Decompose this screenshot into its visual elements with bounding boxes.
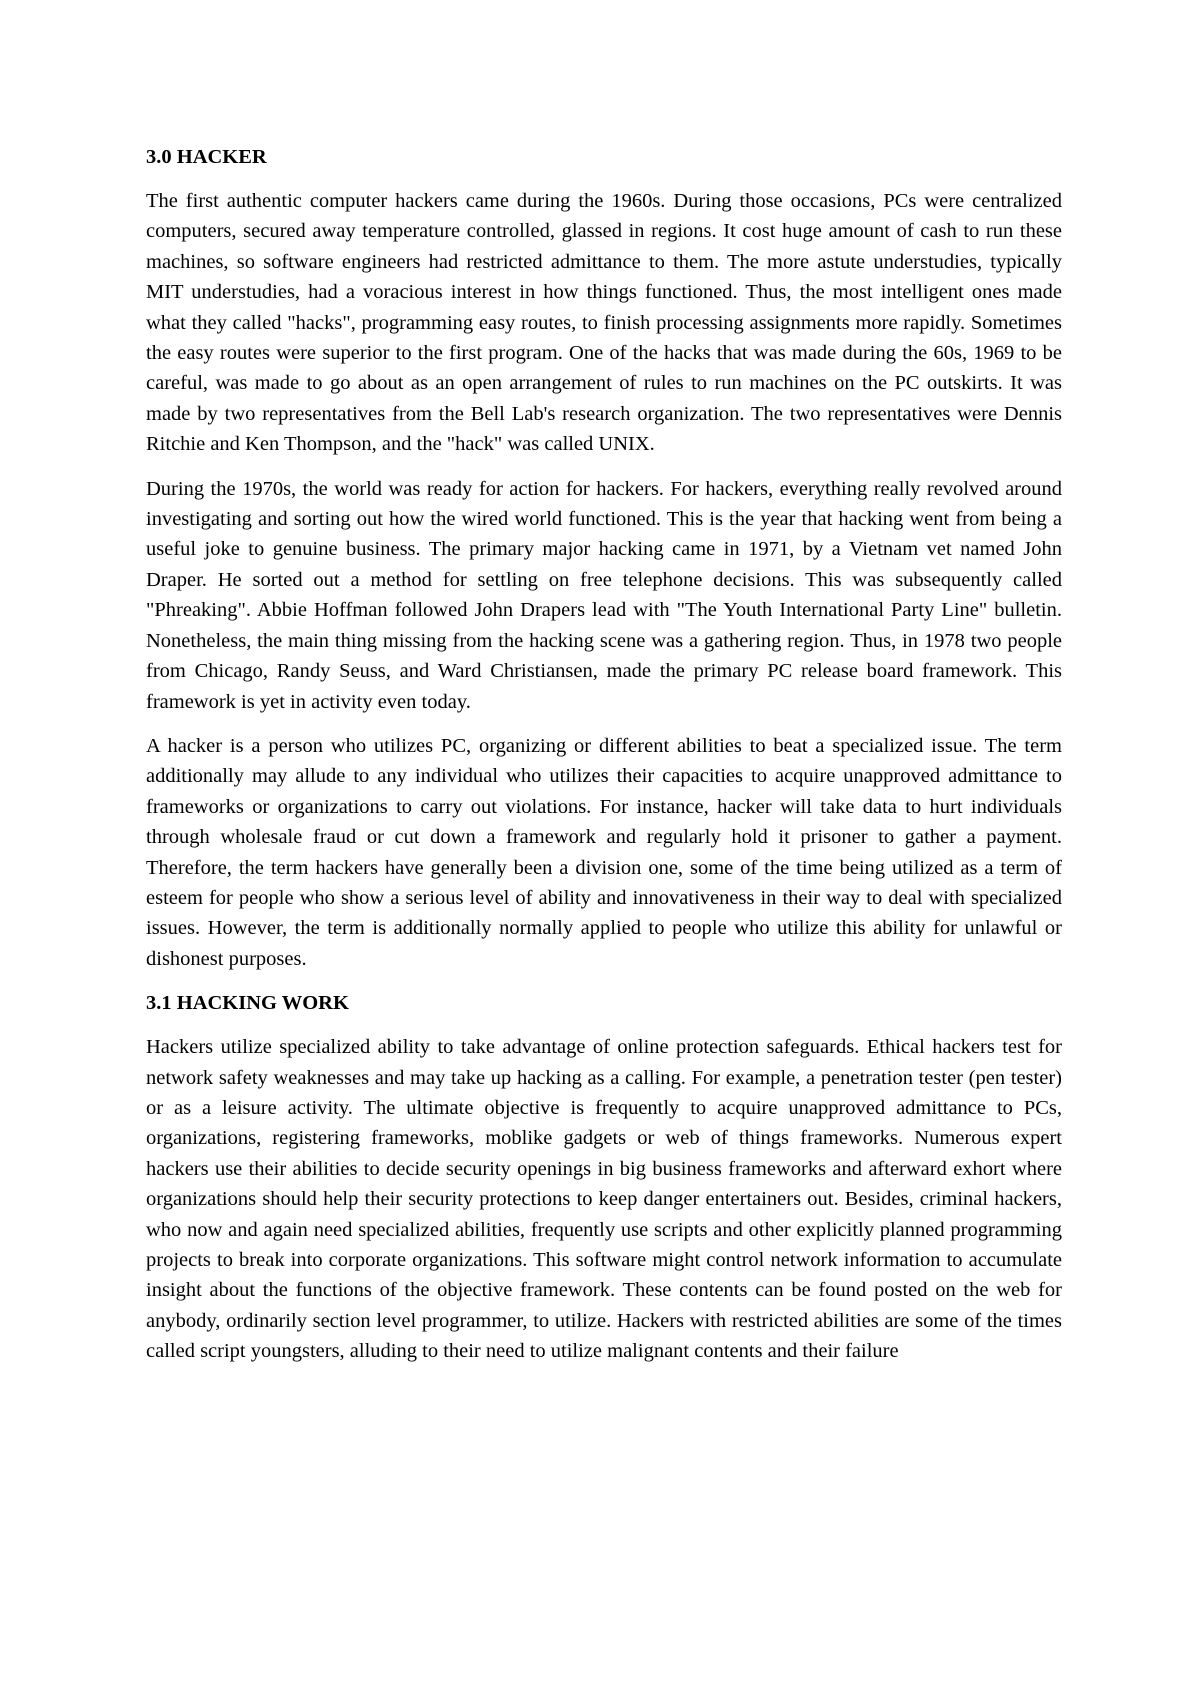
paragraph-origins-1960s: The first authentic computer hackers came during the 1960s. During those occasions, PCs were centralized computers, secured away temperature controlled, glassed in regions. It cost huge amount of cash to run these machines, so software engineers had restricted admittance to them. The more astute understudies, typically MIT understudies, had a voracious interest in how things functioned. Thus, the most intelligent ones made what they called "hacks", programming easy routes, to finish processing assignments more rapidly. Sometimes the easy routes were superior to the first program. One of the hacks that was made during the 60s, 1969 to be careful, was made to go about as an open arrangement of rules to run machines on the PC outskirts. It was made by two representatives from the Bell Lab's research organization. The two representatives were Dennis Ritchie and Ken Thompson, and the "hack" was called UNIX. <box>146 190 1062 456</box>
section-heading-hacking-work: 3.1 HACKING WORK <box>146 992 349 1015</box>
paragraph-1970s: During the 1970s, the world was ready for action for hackers. For hackers, everything really revolved around investigating and sorting out how the wired world functioned. This is the year that hacking went from being a useful joke to genuine business. The primary major hacking came in 1971, by a Vietnam vet named John Draper. He sorted out a method for settling on free telephone decisions. This was subsequently called "Phreaking". Abbie Hoffman followed John Drapers lead with "The Youth International Party Line" bulletin. Nonetheless, the main thing missing from the hacking scene was a gathering region. Thus, in 1978 two people from Chicago, Randy Seuss, and Ward Christiansen, made the primary PC release board framework. This framework is yet in activity even today. <box>146 477 1062 713</box>
section-heading-hacker: 3.0 HACKER <box>146 146 267 168</box>
section-hacking-work <box>146 988 1062 1366</box>
paragraph-hacking-work: Hackers utilize specialized ability to take advantage of online protection safeguards. Ethical hackers test for network safety weaknesses and may take up hacking as a calling. For example, a penetration tester (pen tester) or as a leisure activity. The ultimate objective is frequently to acquire unapproved admittance to PCs, organizations, registering frameworks, moblike gadgets or web of things frameworks. Numerous expert hackers use their abilities to decide security openings in big business frameworks and afterward exhort where organizations should help their security protections to keep danger entertainers out. Besides, criminal hackers, who now and again need specialized abilities, frequently use scripts and other explicitly planned programming projects to break into corporate organizations. This software might control network information to accumulate insight about the functions of the objective framework. These contents can be found posted on the web for anybody, ordinarily section level programmer, to utilize. Hackers with restricted abilities are some of the times called script youngsters, alluding to their need to utilize malignant contents and their failure <box>146 1036 1062 1363</box>
section-hacker <box>146 142 1062 974</box>
document-body <box>146 142 1062 1381</box>
paragraph-hacker-definition: A hacker is a person who utilizes PC, organizing or different abilities to beat a specialized issue. The term additionally may allude to any individual who utilizes their capacities to acquire unapproved admittance to frameworks or organizations to carry out violations. For instance, hacker will take data to hurt individuals through wholesale fraud or cut down a framework and regularly hold it prisoner to gather a payment. Therefore, the term hackers have generally been a division one, some of the time being utilized as a term of esteem for people who show a serious level of ability and innovativeness in their way to deal with specialized issues. However, the term is additionally normally applied to people who utilize this ability for unlawful or dishonest purposes. <box>146 734 1062 970</box>
